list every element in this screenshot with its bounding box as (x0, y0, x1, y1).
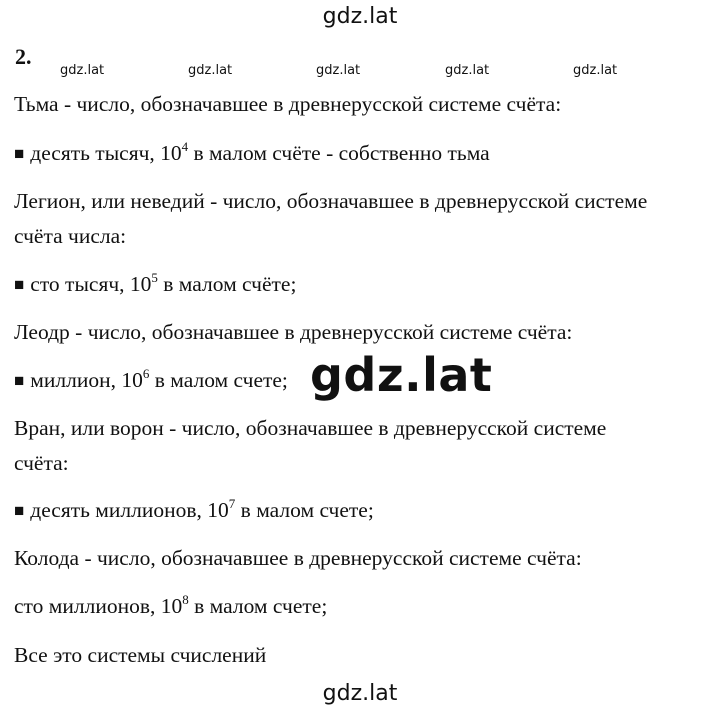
exponent: 6 (142, 366, 150, 381)
exponent: 4 (181, 139, 189, 154)
watermark-small-4: gdz.lat (445, 63, 490, 78)
exponent: 8 (182, 592, 189, 607)
text-line-tma: Тьма - число, обозначавшее в древнерусской системе счёта: (14, 92, 562, 116)
watermark-top: gdz.lat (322, 4, 398, 29)
task-number: 2. (15, 44, 32, 69)
exponent: 7 (228, 496, 236, 511)
watermark-small-2: gdz.lat (188, 63, 233, 78)
text-line-leodr: Леодр - число, обозначавшее в древнерусской системе счёта: (14, 320, 573, 344)
bullet-line-leodr: ■ миллион, $10^6$ в малом счете; (14, 366, 288, 392)
exponent: 5 (151, 270, 158, 285)
text-line-conclusion: Все это системы счислений (14, 643, 267, 667)
watermark-small-1: gdz.lat (60, 63, 105, 78)
bullet-icon: ■ (14, 275, 25, 294)
bullet-icon: ■ (14, 501, 25, 520)
bullet-line-tma: ■ десять тысяч, $10^4$ в малом счёте - собственно тьма (14, 139, 490, 165)
text-line-legion: Легион, или неведий - число, обозначавшее в древнерусской системе (14, 189, 648, 213)
watermark-small-5: gdz.lat (573, 63, 618, 78)
bullet-icon: ■ (14, 371, 25, 390)
watermark-center: gdz.lat (310, 348, 493, 402)
bullet-icon: ■ (14, 144, 25, 163)
text-line-koloda: Колода - число, обозначавшее в древнерусской системе счёта: (14, 546, 582, 570)
watermark-bottom: gdz.lat (322, 681, 398, 706)
text-line-legion-cont: счёта числа: (14, 224, 127, 248)
watermark-small-3: gdz.lat (316, 63, 361, 78)
bullet-line-vran: ■ десять миллионов, $10^7$ в малом счете; (14, 496, 374, 522)
bullet-line-legion: ■ сто тысяч, $10^5$ в малом счёте; (14, 270, 297, 296)
text-line-vran: Вран, или ворон - число, обозначавшее в древнерусской системе (14, 416, 607, 440)
text-line-vran-cont: счёта: (14, 451, 69, 475)
text-line-koloda-value: сто миллионов, $10^8$ в малом счете; (14, 592, 328, 618)
